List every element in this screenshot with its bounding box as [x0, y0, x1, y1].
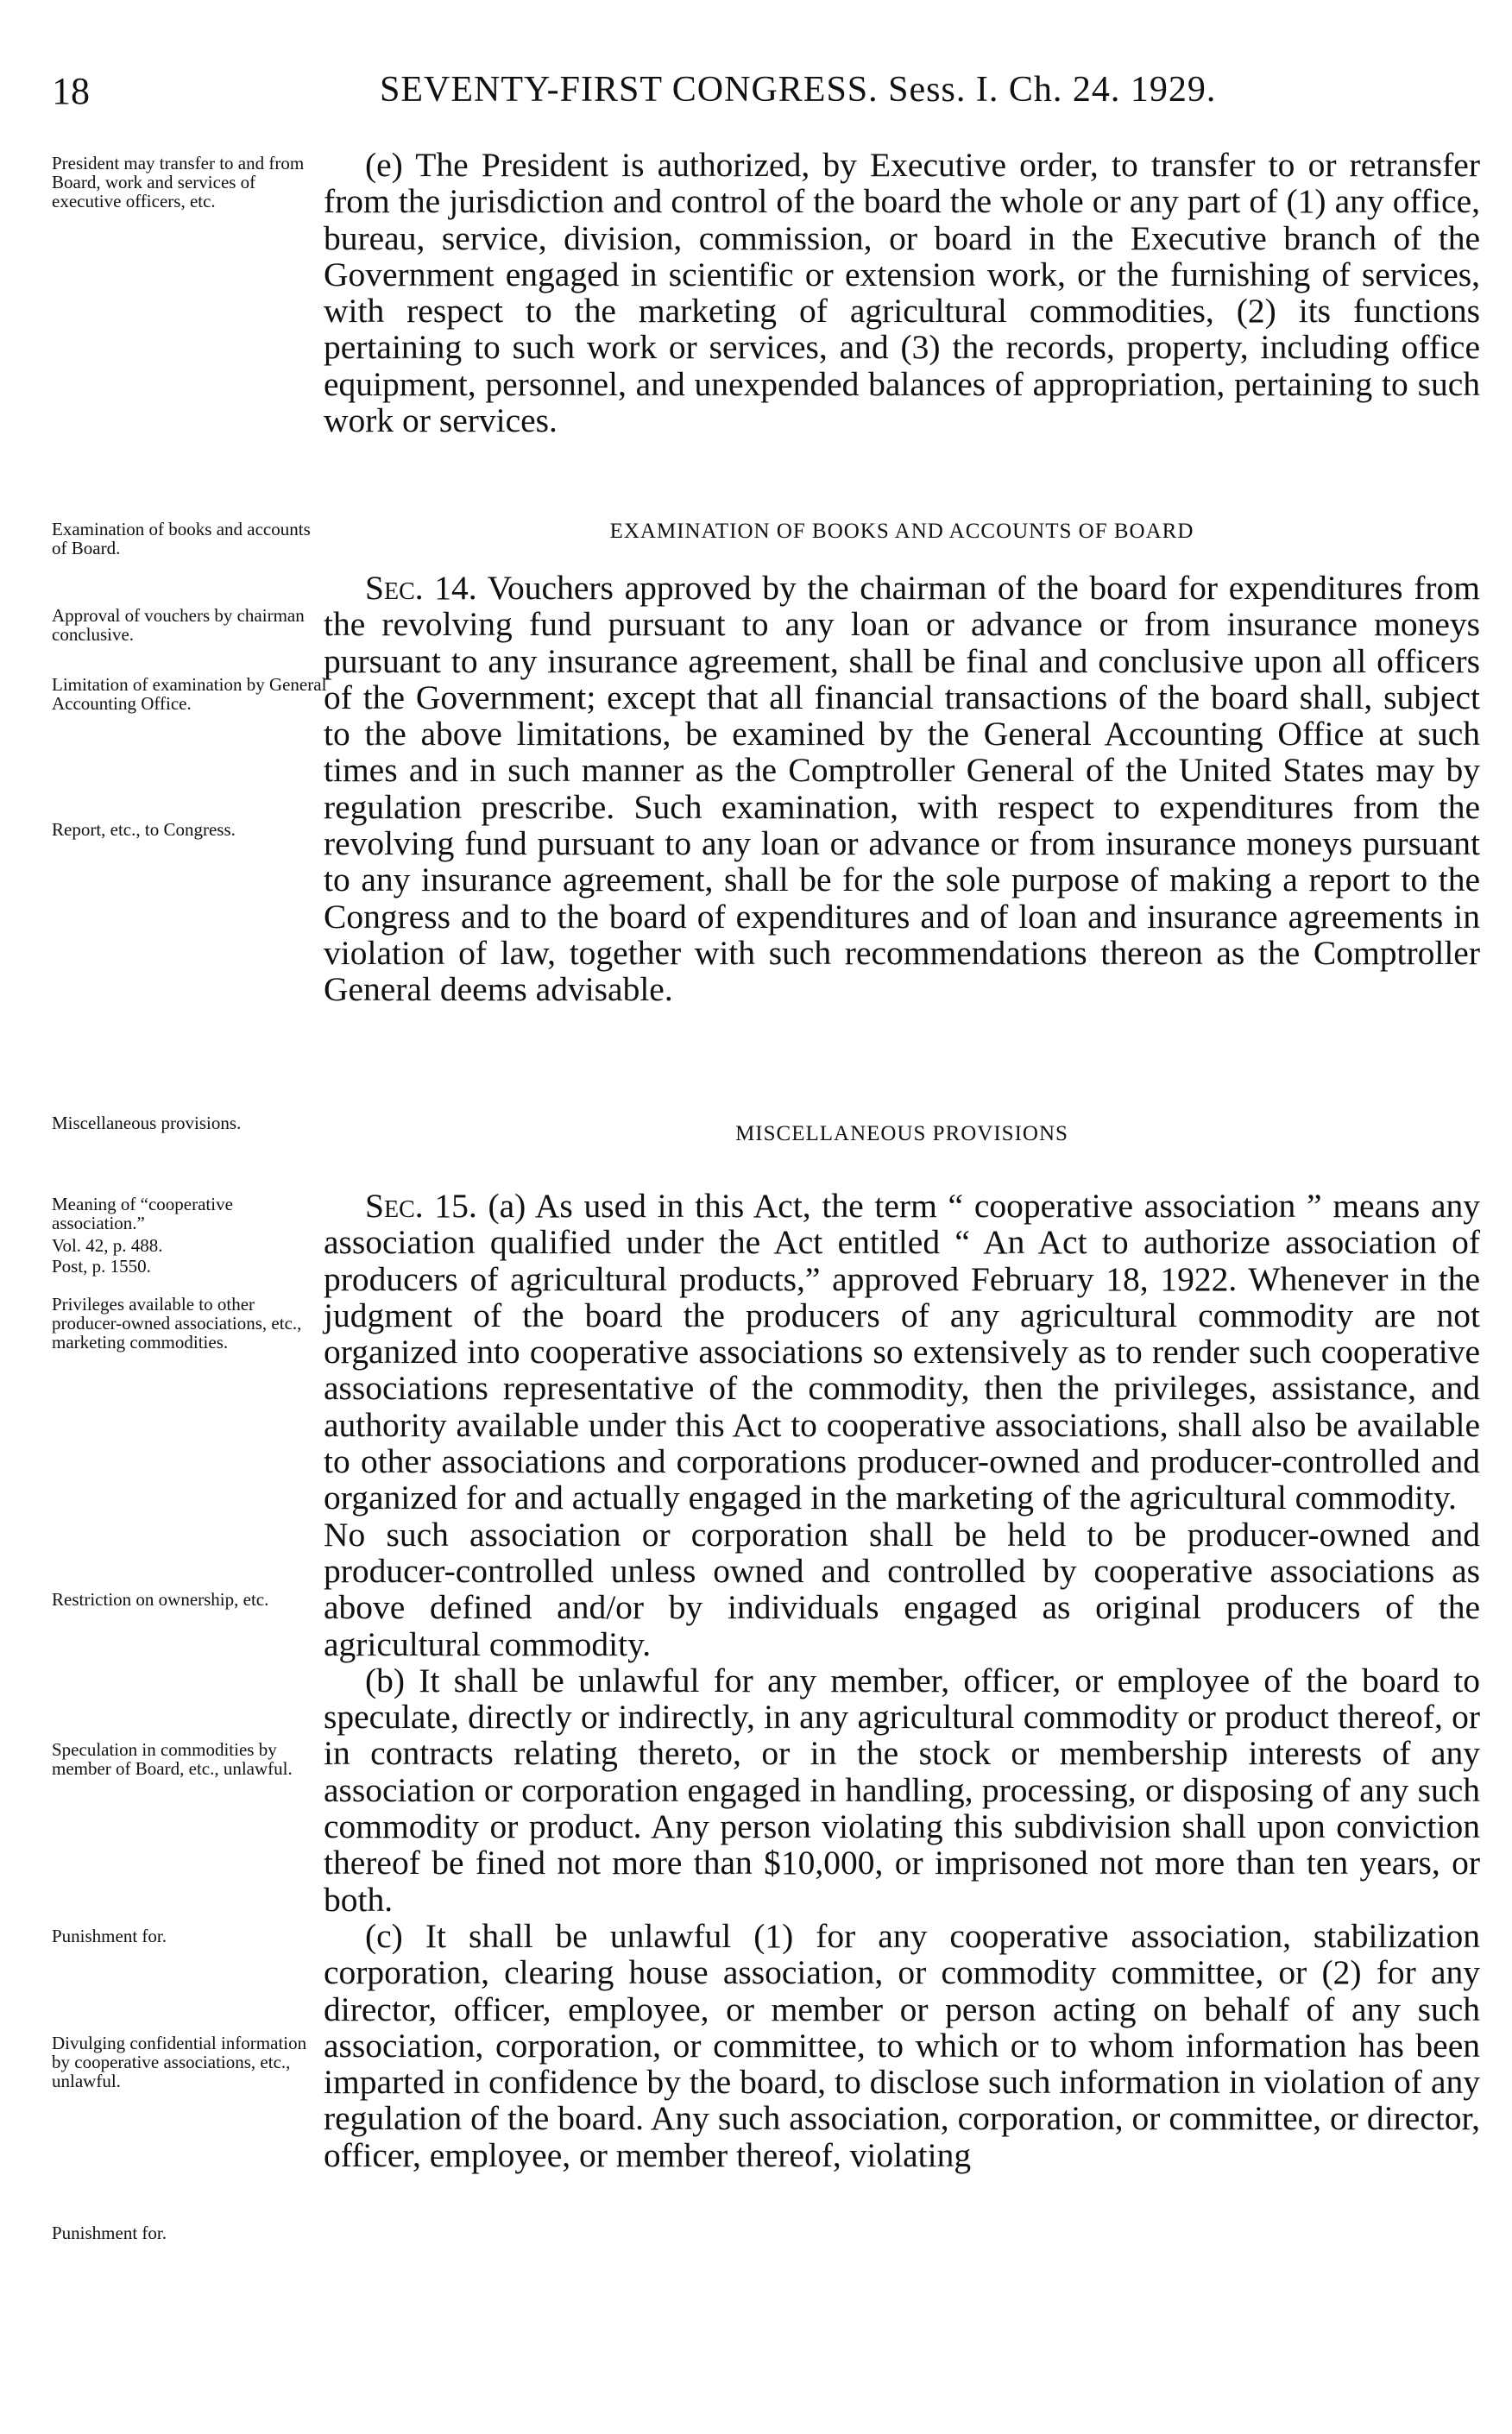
section-14-heading: EXAMINATION OF BOOKS AND ACCOUNTS OF BOARD	[609, 520, 1194, 543]
section-15-a-body: (a) As used in this Act, the term “ cooperative association ” means any association qualified under the Act entitled “ An Act to authorize association of producers of agricultural products,” approved February 18, 1922. Whenever in the judgment of the board the producers of any agricultural commodity are not organized into cooperative associations so extensively as to render such cooperative associations representative of the commodity, then the privileges, assistance, and authority available under this Act to cooperative associations, shall also be available to other associations and corporations producer-owned and producer-controlled and organized for and actually engaged in the marketing of the agricultural commodity.	[324, 1187, 1481, 1517]
page-header	[52, 69, 1467, 121]
section-15-text	[324, 1188, 1480, 2173]
margin-note-cooperative-meaning: Meaning of “cooperative association.”	[52, 1194, 233, 1233]
section-15-paragraph-c: (c) It shall be unlawful (1) for any cooperative association, stabilization corporation, clearing house association, or commodity committee, or (2) for any director, officer, employee, or member or person acting on behalf of any such association, corporation, or committee, to which or to whom information has been imparted in confidence by the board, to disclose such information in violation of any regulation of the board. Any such association, corporation, or committee, or director, officer, employee, or member thereof, violating	[324, 1916, 1480, 2174]
section-14-body: Vouchers approved by the chairman of the board for expenditures from the revolving fund pursuant to any loan or advance or from insurance moneys pursuant to any insurance agreement, shall be final and conclusive upon all officers of the Government; except that all financial transactions of the board shall, subject to the above limitations, be examined by the General Accounting Office at such times and in such manner as the Comptroller General of the United States may by regulation prescribe. Such examination, with respect to expenditures from the revolving fund pursuant to any loan or advance or from insurance moneys pursuant to any insurance agreement, shall be for the sole purpose of making a report to the Congress and to the board of expenditures and of loan and insurance agreements in violation of law, together with such recommendations thereon as the Comptroller General deems advisable.	[324, 569, 1480, 1009]
section-15-heading: MISCELLANEOUS PROVISIONS	[735, 1122, 1068, 1145]
margin-note-miscellaneous: Miscellaneous provisions.	[52, 1113, 242, 1133]
margin-note-punishment-2: Punishment for.	[52, 2223, 167, 2243]
margin-note-president-transfer: President may transfer to and from Board, work and services of executive officers, etc.	[52, 153, 305, 211]
margin-note-speculation: Speculation in commodities by member of Board, etc., unlawful.	[52, 1739, 293, 1779]
margin-note-report-congress: Report, etc., to Congress.	[52, 819, 236, 840]
section-14-paragraph	[324, 570, 1480, 1008]
margin-note-vol-42: Vol. 42, p. 488.	[52, 1235, 163, 1256]
margin-note-restriction: Restriction on ownership, etc.	[52, 1589, 269, 1610]
section-15-label: Sec. 15.	[365, 1187, 477, 1225]
section-15-paragraph-b: (b) It shall be unlawful for any member, officer, or employee of the board to speculate, directly or indirectly, in any agricultural commodity or product thereof, or in contracts relating thereto, or in the stock or membership interests of any association or corporation engaged in handling, processing, or disposing of any such commodity or product. Any person violating this subdivision shall upon conviction thereof be fined not more than $10,000, or imprisoned not more than ten years, or both.	[324, 1661, 1480, 1919]
section-e-paragraph: (e) The President is authorized, by Executive order, to transfer to or retransfer from the jurisdiction and control of the board the whole or any part of (1) any office, bureau, service, division, commission, or board in the Executive branch of the Government engaged in scientific or extension work, or the furnishing of services, with respect to the marketing of agricultural commodities, (2) its functions pertaining to such work or services, and (3) the records, property, including office equipment, personnel, and unexpended balances of appropriation, pertaining to such work or services.	[324, 146, 1480, 440]
section-14-label: Sec. 14.	[365, 569, 477, 607]
margin-note-punishment-1: Punishment for.	[52, 1926, 167, 1946]
section-15-paragraph-a2: No such association or corporation shall be held to be producer-owned and producer-controlled unless owned and controlled by cooperative associations as above defined and/or by individuals engaged as original producers of the agricultural commodity.	[324, 1515, 1480, 1663]
margin-note-approval-vouchers: Approval of vouchers by chairman conclusive.	[52, 605, 305, 645]
page-number: 18	[52, 70, 90, 112]
section-14-text	[324, 570, 1480, 1008]
margin-note-privileges: Privileges available to other producer-owned associations, etc., marketing commodities.	[52, 1294, 302, 1353]
margin-note-divulging: Divulging confidential information by cooperative associations, etc., unlawful.	[52, 2033, 307, 2091]
margin-note-post: Post, p. 1550.	[52, 1256, 151, 1277]
section-e-text	[324, 147, 1480, 438]
margin-note-examination: Examination of books and accounts of Board.	[52, 519, 311, 558]
margin-note-limitation: Limitation of examination by General Accounting Office.	[52, 674, 327, 714]
running-head: SEVENTY-FIRST CONGRESS. Sess. I. Ch. 24. 1929.	[380, 70, 1217, 110]
section-15-paragraph-a	[324, 1188, 1480, 1517]
